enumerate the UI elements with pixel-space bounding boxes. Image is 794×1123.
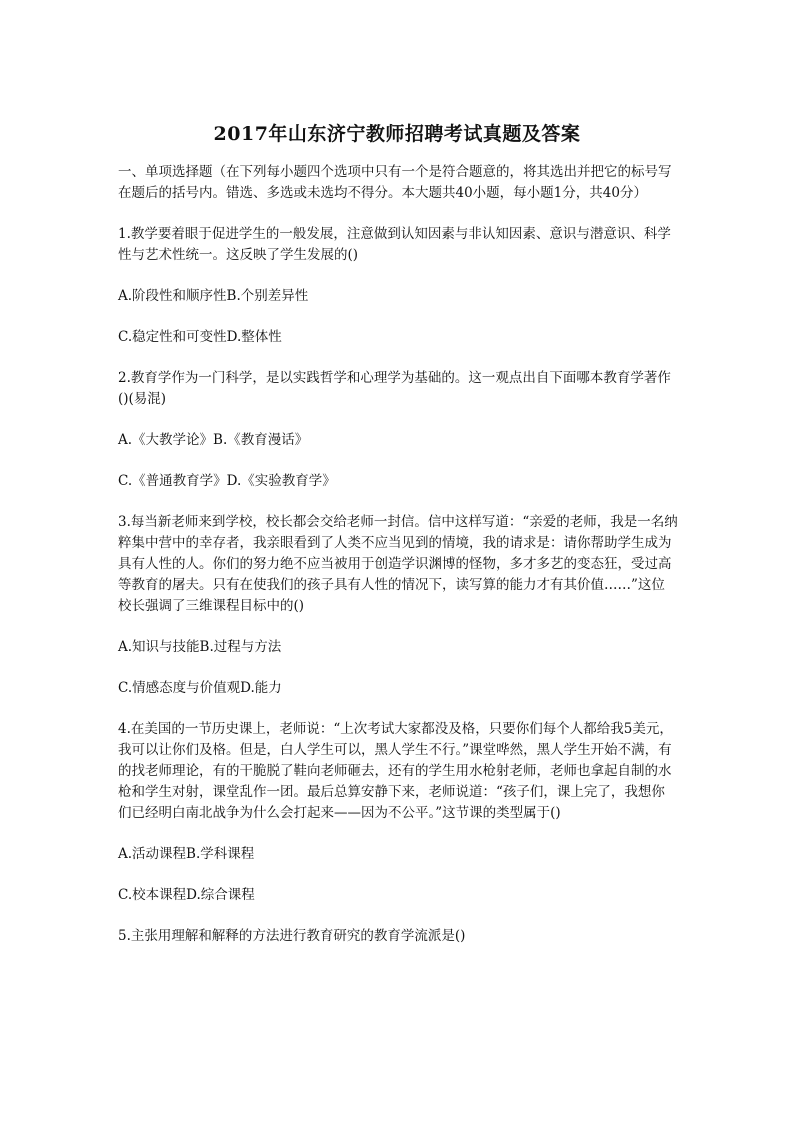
question-2-option-ab: A.《大教学论》B.《教育漫话》 <box>118 432 309 448</box>
question-1-stem: 1.教学要着眼于促进学生的一般发展，注意做到认知因素与非认知因素、意识与潜意识、科学性与艺术性统一。这反映了学生发展的() <box>118 226 671 263</box>
question-4-option-ab: A.活动课程B.学科课程 <box>118 846 255 862</box>
question-4-stem: 4.在美国的一节历史课上，老师说：“上次考试大家都没及格，只要你们每个人都给我5美元，我可以让你们及格。但是，白人学生可以，黑人学生不行。”课堂哗然，黑人学生开始不满，有的找老师理论，有的干脆脱了鞋向老师砸去，还有的学生用水枪射老师，老师也拿起自制的水枪和学生对射，课堂乱作一团。最后总算安静下来，老师说道：“孩子们，课上完了，我想你们已经明白南北战争为什么会打起来——因为不公平。”这节课的类型属于() <box>118 721 673 821</box>
question-2-stem: 2.教育学作为一门科学，是以实践哲学和心理学为基础的。这一观点出自下面哪本教育学著作()(易混) <box>118 370 671 407</box>
question-3-stem: 3.每当新老师来到学校，校长都会交给老师一封信。信中这样写道：“亲爱的老师，我是一名纳粹集中营中的幸存者，我亲眼看到了人类不应当见到的情境，我的请求是：请你帮助学生成为具有人性的人。你们的努力绝不应当被用于创造学识渊博的怪物，多才多艺的变态狂，受过高等教育的屠夫。只有在使我们的孩子具有人性的情况下，读写算的能力才有其价值……”这位校长强调了三维课程目标中的() <box>118 514 678 614</box>
question-3-option-ab: A.知识与技能B.过程与方法 <box>118 639 282 655</box>
question-5-stem: 5.主张用理解和解释的方法进行教育研究的教育学流派是() <box>118 928 466 944</box>
question-3-option-cd: C.情感态度与价值观D.能力 <box>118 680 282 696</box>
document-body <box>118 162 678 967</box>
question-2-option-cd: C.《普通教育学》D.《实验教育学》 <box>118 473 336 489</box>
section-intro: 一、单项选择题（在下列每小题四个选项中只有一个是符合题意的，将其选出并把它的标号写在题后的括号内。错选、多选或未选均不得分。本大题共40小题，每小题1分，共40分） <box>118 164 672 201</box>
document-title: 2017年山东济宁教师招聘考试真题及答案 <box>213 123 581 145</box>
question-4-option-cd: C.校本课程D.综合课程 <box>118 887 255 903</box>
question-1-option-ab: A.阶段性和顺序性B.个别差异性 <box>118 288 309 304</box>
question-1-option-cd: C.稳定性和可变性D.整体性 <box>118 329 282 345</box>
